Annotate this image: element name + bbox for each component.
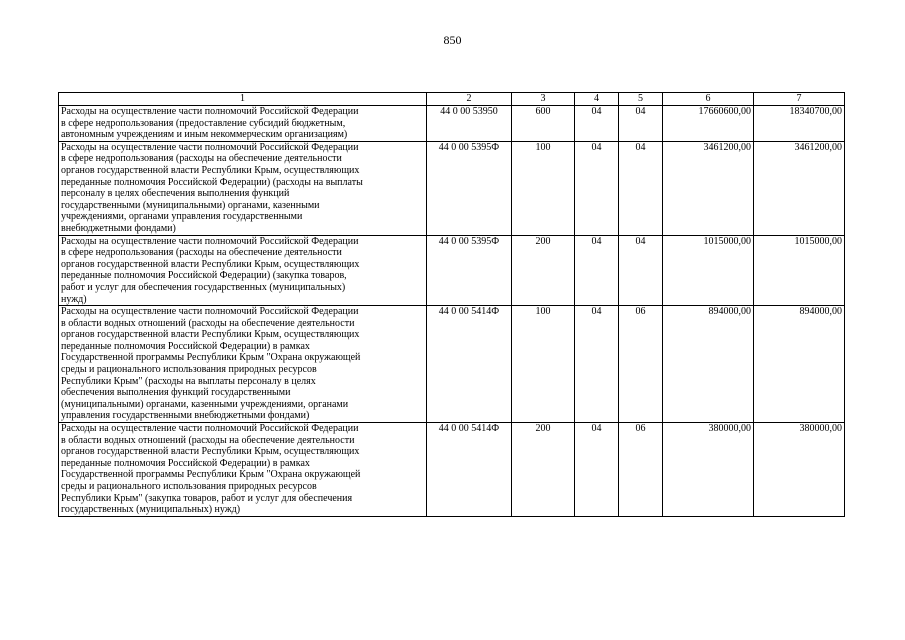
- description-line: в сфере недропользования (расходы на обеспечение деятельности: [61, 153, 342, 165]
- amount-year-1: 17660600,00: [663, 106, 754, 142]
- description-line: автономным учреждениям и иным некоммерческим организациям): [61, 129, 348, 141]
- description-line: внебюджетными фондами): [61, 222, 176, 234]
- header-row: [59, 93, 845, 106]
- description-line: среды и рационального использования природных ресурсов: [61, 481, 317, 492]
- description-line: управления государственными внебюджетными фондами): [61, 410, 310, 422]
- description-line: Расходы на осуществление части полномочий Российской Федерации: [61, 423, 359, 435]
- amount-year-2: 894000,00: [754, 306, 845, 423]
- description-line: Расходы на осуществление части полномочий Российской Федерации: [61, 306, 359, 318]
- column-header: 6: [663, 93, 754, 106]
- expense-type-code: 200: [512, 423, 575, 517]
- table-row: [59, 141, 845, 235]
- description-line: органов государственной власти Республики Крым, осуществляющих: [61, 164, 360, 176]
- subsection-code: 06: [619, 306, 663, 423]
- expense-description: [59, 106, 427, 142]
- expense-type-code: 200: [512, 235, 575, 306]
- page-number: 850: [443, 33, 462, 47]
- description-line: в сфере недропользования (предоставление субсидий бюджетным,: [61, 117, 346, 129]
- subsection-code: 04: [619, 235, 663, 306]
- column-header: 5: [619, 93, 663, 106]
- amount-year-2: 3461200,00: [754, 141, 845, 235]
- description-line: государственных (муниципальных) нужд): [61, 504, 241, 516]
- description-line: органов государственной власти Республики Крым, осуществляющих: [61, 258, 360, 270]
- description-line: персоналу в целях обеспечения выполнения функций: [61, 188, 290, 200]
- table-row: [59, 235, 845, 306]
- expense-type-code: 600: [512, 106, 575, 142]
- expense-description: [59, 306, 427, 423]
- subsection-code: 06: [619, 423, 663, 517]
- target-article-code: 44 0 00 5395Ф: [427, 235, 512, 306]
- column-header: 7: [754, 93, 845, 106]
- amount-year-2: 1015000,00: [754, 235, 845, 306]
- description-line: обеспечения выполнения функций государственными: [61, 387, 291, 399]
- description-line: Расходы на осуществление части полномочий Российской Федерации: [61, 106, 359, 117]
- section-code: 04: [575, 235, 619, 306]
- section-code: 04: [575, 141, 619, 235]
- description-line: учреждениями, органами управления государственными: [61, 211, 303, 223]
- amount-year-1: 894000,00: [663, 306, 754, 423]
- description-line: (муниципальными) органами, казенными учреждениями, органами: [61, 398, 349, 410]
- column-header: 3: [512, 93, 575, 106]
- description-line: в сфере недропользования (расходы на обеспечение деятельности: [61, 247, 342, 259]
- expense-description: [59, 423, 427, 517]
- description-line: нужд): [61, 293, 87, 305]
- column-header: 1: [59, 93, 427, 106]
- expense-description: [59, 141, 427, 235]
- subsection-code: 04: [619, 141, 663, 235]
- amount-year-1: 380000,00: [663, 423, 754, 517]
- description-line: Государственной программы Республики Крым "Охрана окружающей: [61, 352, 361, 364]
- amount-year-2: 18340700,00: [754, 106, 845, 142]
- section-code: 04: [575, 423, 619, 517]
- column-header: 4: [575, 93, 619, 106]
- description-line: Государственной программы Республики Крым "Охрана окружающей: [61, 469, 361, 481]
- description-line: работ и услуг для обеспечения государственных (муниципальных): [61, 281, 346, 293]
- section-code: 04: [575, 306, 619, 423]
- expense-description: [59, 235, 427, 306]
- description-line: органов государственной власти Республики Крым, осуществляющих: [61, 446, 360, 458]
- description-line: Расходы на осуществление части полномочий Российской Федерации: [61, 235, 359, 247]
- budget-table: [58, 92, 845, 517]
- target-article-code: 44 0 00 5414Ф: [427, 306, 512, 423]
- table-row: [59, 423, 845, 517]
- description-line: Расходы на осуществление части полномочий Российской Федерации: [61, 141, 359, 153]
- subsection-code: 04: [619, 106, 663, 142]
- target-article-code: 44 0 00 5395Ф: [427, 141, 512, 235]
- expense-type-code: 100: [512, 306, 575, 423]
- description-line: в области водных отношений (расходы на обеспечение деятельности: [61, 317, 355, 329]
- expense-type-code: 100: [512, 141, 575, 235]
- description-line: органов государственной власти Республики Крым, осуществляющих: [61, 329, 360, 341]
- description-line: Республики Крым" (закупка товаров, работ и услуг для обеспечения: [61, 492, 353, 504]
- table-row: [59, 306, 845, 423]
- amount-year-1: 3461200,00: [663, 141, 754, 235]
- target-article-code: 44 0 00 53950: [427, 106, 512, 142]
- description-line: переданные полномочия Российской Федерации) (закупка товаров,: [61, 270, 347, 282]
- table-row: [59, 106, 845, 142]
- description-line: Республики Крым" (расходы на выплаты персоналу в целях: [61, 375, 316, 387]
- target-article-code: 44 0 00 5414Ф: [427, 423, 512, 517]
- column-header: 2: [427, 93, 512, 106]
- amount-year-2: 380000,00: [754, 423, 845, 517]
- amount-year-1: 1015000,00: [663, 235, 754, 306]
- description-line: государственными (муниципальными) органами, казенными: [61, 199, 320, 211]
- description-line: среды и рационального использования природных ресурсов: [61, 364, 317, 376]
- section-code: 04: [575, 106, 619, 142]
- description-line: в области водных отношений (расходы на обеспечение деятельности: [61, 434, 355, 446]
- description-line: переданные полномочия Российской Федерации) в рамках: [61, 340, 310, 352]
- description-line: переданные полномочия Российской Федерации) в рамках: [61, 457, 310, 469]
- description-line: переданные полномочия Российской Федерации) (расходы на выплаты: [61, 176, 363, 188]
